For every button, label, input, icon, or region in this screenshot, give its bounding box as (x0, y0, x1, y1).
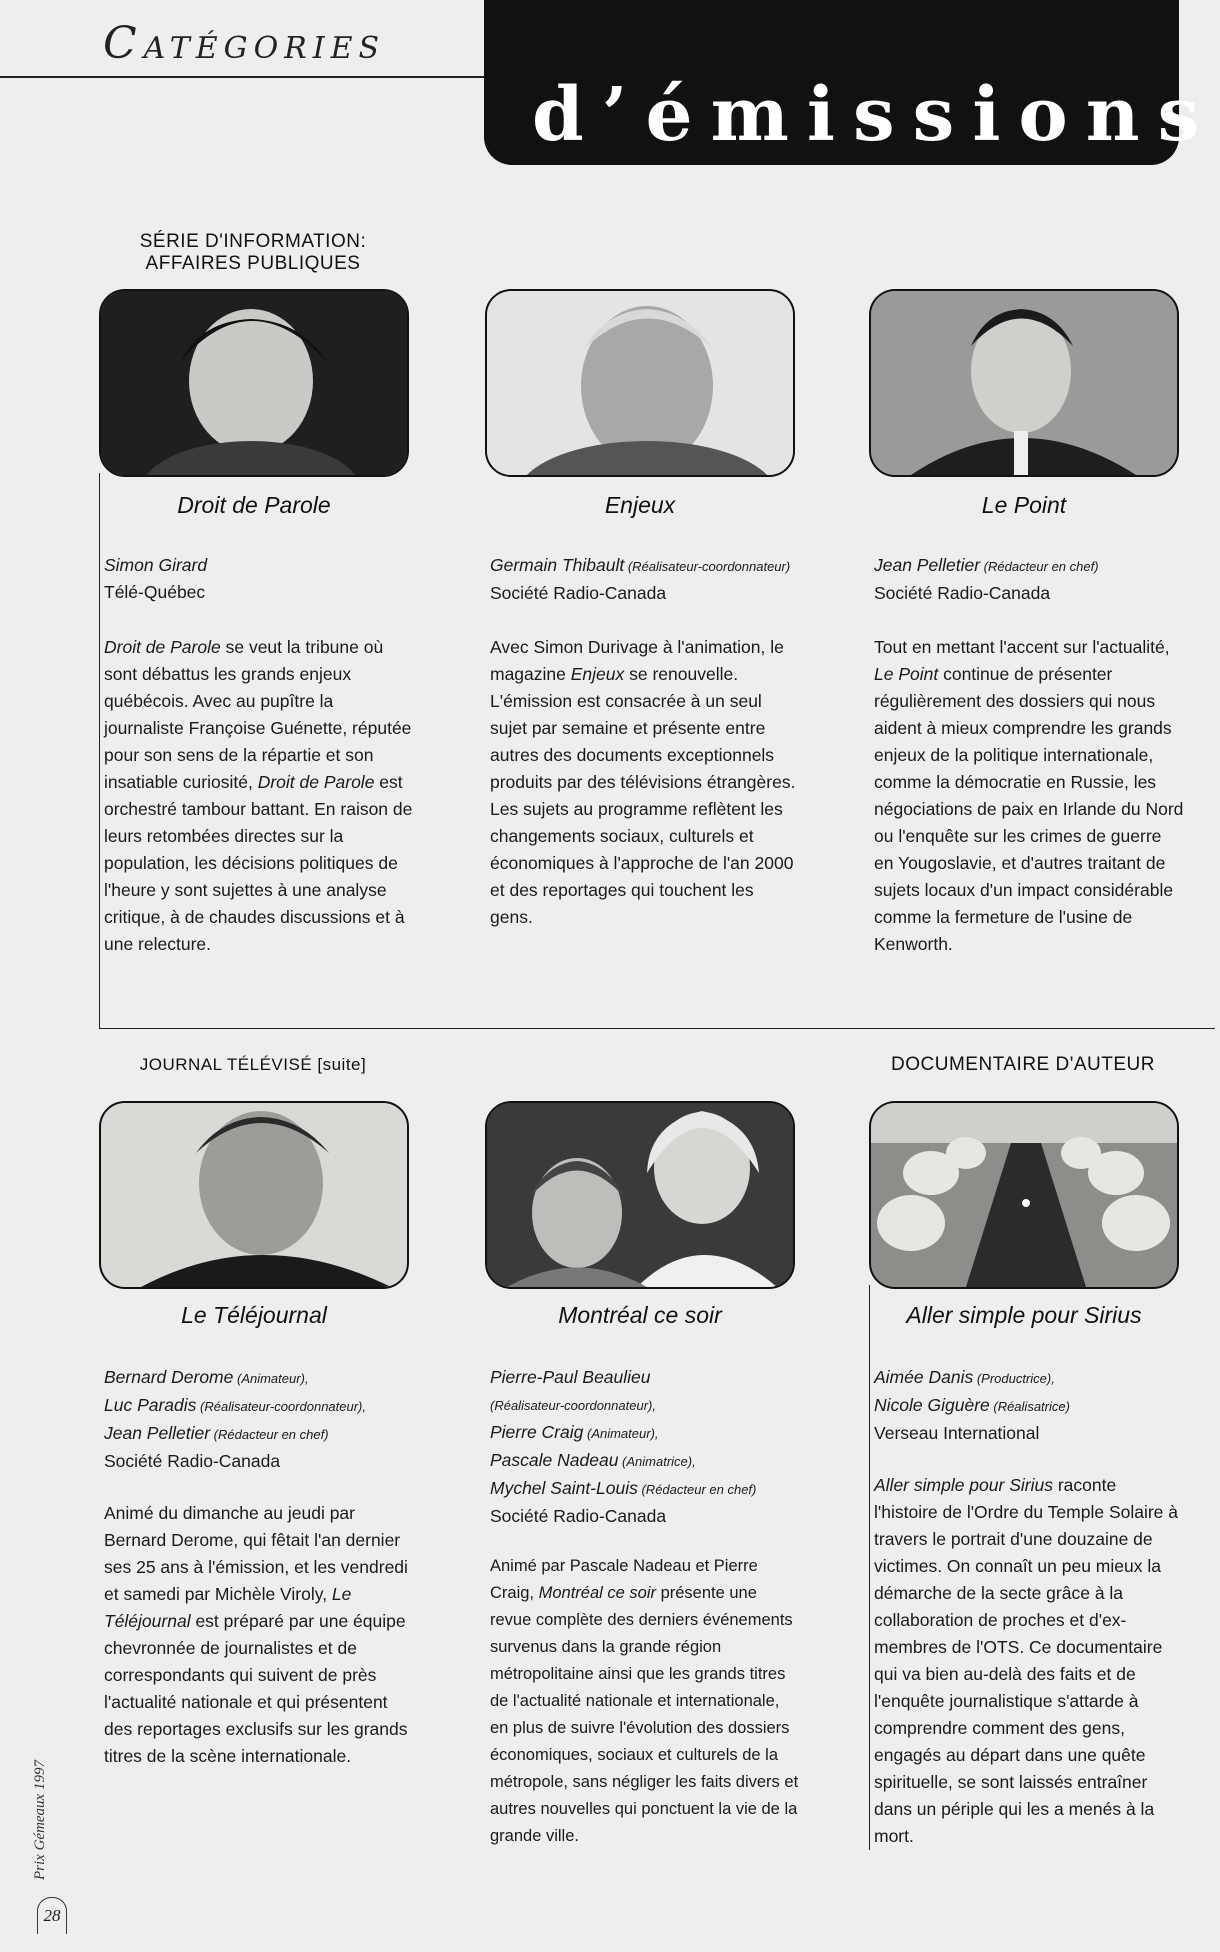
column-rule-left (99, 473, 100, 1029)
credit-line (490, 1419, 800, 1447)
section-label-documentaire: DOCUMENTAIRE D'AUTEUR (891, 1054, 1155, 1075)
credits-enjeux (490, 552, 800, 607)
description-title-ref: Le Point (874, 664, 939, 684)
credit-name: Pascale Nadeau (490, 1450, 619, 1470)
description-le-telejournal (104, 1500, 414, 1770)
header-rule (0, 76, 486, 78)
section-label-journal-televise: JOURNAL TÉLÉVISÉ [suite] (139, 1055, 367, 1074)
section-divider (99, 1028, 1215, 1029)
credit-name: Germain Thibault (490, 555, 625, 575)
credit-name: Luc Paradis (104, 1395, 197, 1415)
credit-line (490, 1391, 800, 1419)
photo-droit-de-parole (99, 289, 409, 477)
credit-name: Nicole Giguère (874, 1395, 990, 1415)
show-title-enjeux: Enjeux (604, 492, 676, 518)
credit-role: (Rédacteur en chef) (210, 1427, 329, 1442)
show-title-montreal-ce-soir: Montréal ce soir (558, 1302, 722, 1328)
credit-line (104, 552, 414, 579)
broadcaster: Société Radio-Canada (104, 1451, 281, 1471)
credit-role: (Animateur), (233, 1371, 309, 1386)
show-title-droit-de-parole: Droit de Parole (177, 492, 331, 518)
description-text: Avec Simon Durivage à l'animation, le magazine (490, 637, 784, 684)
credits-le-point (874, 552, 1184, 607)
description-droit-de-parole (104, 634, 414, 958)
credits-montreal-ce-soir (490, 1364, 800, 1530)
credit-line (490, 1475, 800, 1503)
description-le-point (874, 634, 1184, 958)
credit-name: Mychel Saint-Louis (490, 1478, 638, 1498)
credit-line (490, 580, 800, 607)
description-text: Animé du dimanche au jeudi par Bernard Derome, qui fêtait l'an dernier ses 25 ans à l'émission, et les vendredi et samedi par Michèle Viroly, (104, 1503, 408, 1604)
description-text: Tout en mettant l'accent sur l'actualité, (874, 637, 1170, 657)
credit-line (874, 1364, 1184, 1392)
credit-role: (Réalisateur-coordonnateur), (196, 1399, 366, 1414)
credit-line (104, 1420, 414, 1448)
description-text: se renouvelle. L'émission est consacrée à un seul sujet par semaine et présente entre autres des documents exceptionnels produits par des télévisions étrangères. Les sujets au programme reflètent les changements sociaux, culturels et économiques à l'approche de l'an 2000 et des reportages qui touchent les gens. (490, 664, 796, 927)
page-number: 28 (37, 1897, 67, 1934)
title-banner-text: d’émissions (532, 72, 1218, 158)
photo-le-point (869, 289, 1179, 477)
credit-role: (Réalisateur-coordonnateur), (490, 1398, 656, 1413)
description-title-ref: Droit de Parole (257, 772, 375, 792)
credit-role: (Réalisatrice) (989, 1399, 1070, 1414)
description-title-ref: Aller simple pour Sirius (874, 1475, 1053, 1495)
broadcaster: Société Radio-Canada (490, 583, 667, 603)
description-title-ref: Montréal ce soir (538, 1584, 656, 1602)
description-text: présente une revue complète des derniers événements survenus dans la grande région métropolitaine ainsi que les grands titres de l'actualité nationale et internationale, en plus de suivre l'évolution des dossiers économiques, sociaux et culturels de la métropole, sans négliger les faits divers et autres nouvelles qui ponctuent la vie de la grande ville. (490, 1584, 799, 1845)
show-title-le-point: Le Point (981, 492, 1067, 518)
description-text: raconte l'histoire de l'Ordre du Temple Solaire à travers le portrait d'une douzaine de victimes. On connaît un peu mieux la démarche de la secte grâce à la collaboration de proches et d'ex-membres de l'OTS. Ce documentaire qui va bien au-delà des faits et de l'enquête journalistique s'attarde à comprendre comment des gens, engagés au départ dans une quête spirituelle, se sont laissés entraîner dans un périple qui les a menés à la mort. (874, 1475, 1179, 1846)
publication-footer: Prix Gémeaux 1997 (32, 1760, 48, 1880)
broadcaster: Société Radio-Canada (874, 583, 1051, 603)
column-rule-right (869, 1285, 870, 1850)
category-title: CATÉGORIES (103, 18, 386, 69)
title-banner (484, 0, 1218, 165)
credit-role: (Animatrice), (618, 1454, 696, 1469)
credit-name: Pierre Craig (490, 1422, 584, 1442)
credit-line (874, 1420, 1184, 1447)
description-text: continue de présenter régulièrement des dossiers qui nous aident à mieux comprendre les grands enjeux de la politique internationale, comme la démocratie en Russie, les négociations de paix en Irlande du Nord ou l'enquête sur les crimes de guerre en Yougoslavie, et d'autres traitant de sujets locaux d'un impact considérable comme la fermeture de l'usine de Kenworth. (874, 664, 1184, 954)
credit-line (490, 1447, 800, 1475)
credit-name: Simon Girard (104, 555, 208, 575)
description-aller-simple (874, 1472, 1184, 1850)
description-text: est orchestré tambour battant. En raison de leurs retombées directes sur la population, les décisions politiques de l'heure y sont sujettes à une analyse critique, à de chaudes discussions et à une relecture. (104, 772, 413, 954)
description-montreal-ce-soir (490, 1553, 800, 1850)
description-title-ref: Droit de Parole (104, 637, 221, 657)
photo-enjeux (485, 289, 795, 477)
credit-line (874, 1392, 1184, 1420)
credit-name: Jean Pelletier (874, 555, 981, 575)
description-text: Animé par Pascale Nadeau et Pierre Craig, (490, 1557, 758, 1602)
description-text: se veut la tribune où sont débattus les grands enjeux québécois. Avec au pupître la journaliste Françoise Guénette, réputée pour son sens de la répartie et son insatiable curiosité, (104, 637, 412, 792)
credit-role: (Productrice), (973, 1371, 1055, 1386)
credit-line (104, 1448, 414, 1475)
credit-line (490, 552, 800, 580)
description-text: est préparé par une équipe chevronnée de journalistes et de correspondants qui suivent de près l'actualité nationale et qui présentent des reportages exclusifs sur les grands titres de la scène internationale. (104, 1611, 408, 1766)
credit-line (104, 1364, 414, 1392)
section-label-affaires-publiques: SÉRIE D'INFORMATION: AFFAIRES PUBLIQUES (139, 231, 367, 274)
credit-role: (Rédacteur en chef) (637, 1482, 757, 1497)
credit-line (490, 1503, 800, 1530)
credit-role: (Réalisateur-coordonnateur) (624, 559, 791, 574)
credits-droit-de-parole (104, 552, 414, 606)
credits-le-telejournal (104, 1364, 414, 1475)
credit-name: Aimée Danis (874, 1367, 974, 1387)
broadcaster: Verseau International (874, 1423, 1040, 1443)
credit-name: Jean Pelletier (104, 1423, 211, 1443)
photo-montreal-ce-soir (485, 1101, 795, 1289)
description-title-ref: Le Téléjournal (104, 1584, 352, 1631)
show-title-le-telejournal: Le Téléjournal (181, 1302, 327, 1328)
credit-line (104, 579, 414, 606)
credit-line (104, 1392, 414, 1420)
credit-line (490, 1364, 800, 1391)
show-title-aller-simple: Aller simple pour Sirius (906, 1302, 1142, 1328)
broadcaster: Télé-Québec (104, 582, 206, 602)
photo-le-telejournal (99, 1101, 409, 1289)
photo-aller-simple-pour-sirius (869, 1101, 1179, 1289)
credit-role: (Animateur), (583, 1426, 659, 1441)
credit-name: Pierre-Paul Beaulieu (490, 1367, 651, 1387)
credit-line (874, 552, 1184, 580)
description-enjeux (490, 634, 800, 931)
broadcaster: Société Radio-Canada (490, 1506, 667, 1526)
description-title-ref: Enjeux (570, 664, 625, 684)
credit-name: Bernard Derome (104, 1367, 234, 1387)
credit-role: (Rédacteur en chef) (980, 559, 1099, 574)
credits-aller-simple (874, 1364, 1184, 1447)
credit-line (874, 580, 1184, 607)
